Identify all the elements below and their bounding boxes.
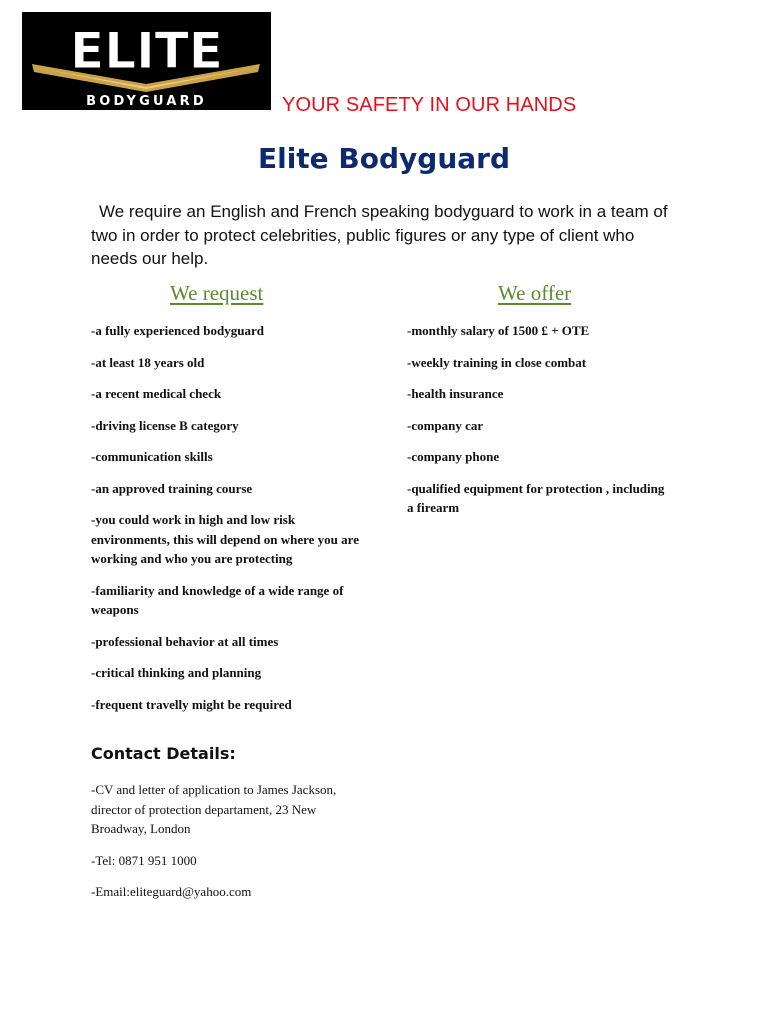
request-item: -a fully experienced bodyguard <box>91 323 264 338</box>
elite-bodyguard-logo <box>22 12 271 110</box>
request-item: -professional behavior at all times <box>91 633 279 649</box>
contact-address: -CV and letter of application to James Jackson, director of protection departament, 23 New Broadway, London <box>91 782 337 836</box>
request-list <box>91 321 371 726</box>
contact-email: -Email:eliteguard@yahoo.com <box>91 884 252 899</box>
we-request-heading: We request <box>170 281 264 305</box>
offer-item: -company car <box>407 417 484 433</box>
tagline: YOUR SAFETY IN OUR HANDS <box>282 94 577 116</box>
request-item: -an approved training course <box>91 480 253 496</box>
page-title: Elite Bodyguard <box>257 142 511 175</box>
offer-list <box>407 321 667 530</box>
request-item: -critical thinking and planning <box>91 665 262 680</box>
request-item: -familiarity and knowledge of a wide range of weapons <box>91 582 344 617</box>
offer-item: -company phone <box>407 449 500 464</box>
request-item: -communication skills <box>91 449 213 464</box>
logo-main-text: ELITE <box>70 22 223 80</box>
intro-paragraph: We require an English and French speaking bodyguard to work in a team of two in order to protect celebrities, public figures or any type of client who needs our help. <box>91 202 668 268</box>
contact-details-heading: Contact Details: <box>91 744 236 763</box>
contact-list <box>91 780 361 914</box>
request-item: -you could work in high and low risk environments, this will depend on where you are working and who you are protecting <box>91 512 359 566</box>
offer-item: -monthly salary of 1500 £ + OTE <box>407 323 590 338</box>
offer-item: -weekly training in close combat <box>407 354 587 370</box>
request-item: -a recent medical check <box>91 386 222 401</box>
logo-sub-text: BODYGUARD <box>86 94 207 109</box>
request-item: -driving license B category <box>91 417 239 433</box>
offer-item: -qualified equipment for protection , including a firearm <box>407 480 665 515</box>
we-offer-heading: We offer <box>498 281 572 305</box>
offer-item: -health insurance <box>407 386 504 401</box>
contact-phone: -Tel: 0871 951 1000 <box>91 852 197 868</box>
request-item: -at least 18 years old <box>91 354 205 370</box>
request-item: -frequent travelly might be required <box>91 696 292 712</box>
